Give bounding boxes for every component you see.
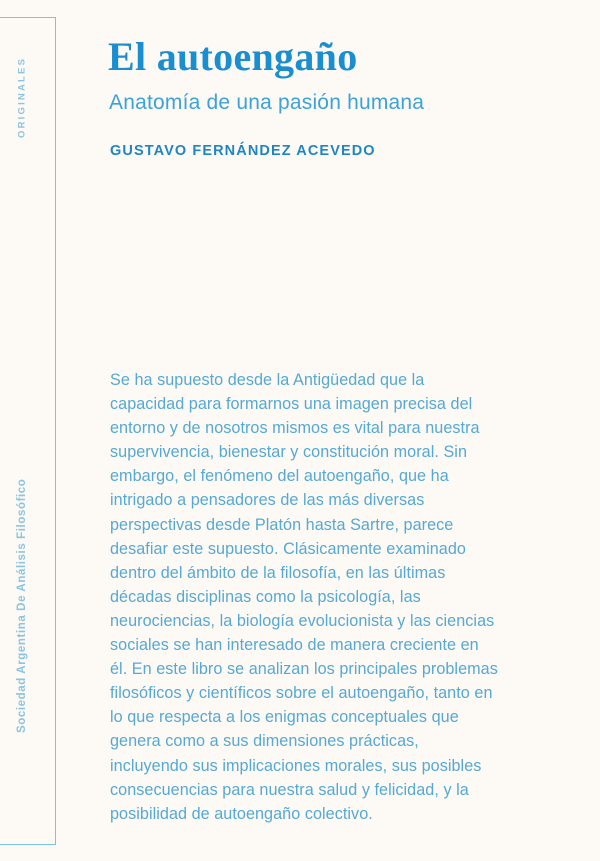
collection-label: ORIGINALES: [16, 56, 28, 138]
book-subtitle: Anatomía de una pasión humana: [109, 91, 425, 114]
spine-frame: [0, 17, 56, 845]
book-title: El autoengaño: [108, 34, 358, 79]
back-cover-blurb: Se ha supuesto desde la Antigüedad que la capacidad para formarnos una imagen precisa del entorno y de nosotros mismos es vital para nuestra supervivencia, bienestar y constitución moral. Sin embargo, el fenómeno del autoengaño, que ha intrigado a pensadores de las más diversas perspectivas desde Platón hasta Sartre, parece desafiar este supuesto. Clásicamente examinado dentro del ámbito de la filosofía, en las últimas décadas disciplinas como la psicología, las neurociencias, la biología evolucionista y las ciencias sociales se han interesado de manera creciente en él. En este libro se analizan los principales problemas filosóficos y científicos sobre el autoengaño, tanto en lo que respecta a los enigmas conceptuales que genera como a sus dimensiones prácticas, incluyendo sus implicaciones morales, sus posibles consecuencias para nuestra salud y felicidad, y la posibilidad de autoengaño colectivo.: [110, 371, 498, 823]
cover-text-column: [108, 0, 588, 861]
publisher-label: Sociedad Argentina De Análisis Filosófico: [16, 478, 28, 734]
book-author: GUSTAVO FERNÁNDEZ ACEVEDO: [110, 143, 376, 159]
